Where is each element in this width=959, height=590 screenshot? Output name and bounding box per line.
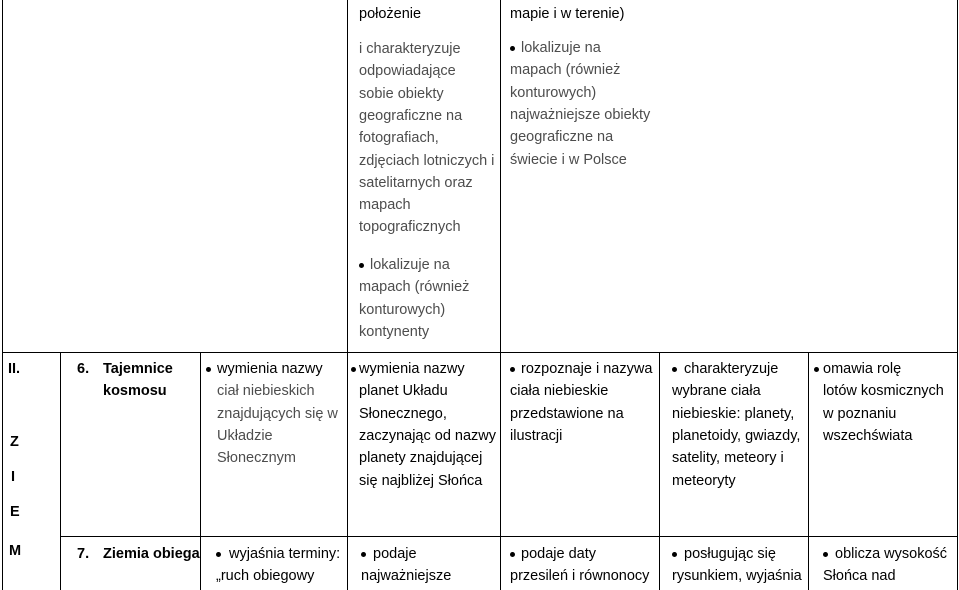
text-line: i charakteryzuje <box>359 41 461 57</box>
grid-line <box>200 352 201 590</box>
text-line: lotów kosmicznych <box>823 383 944 400</box>
text-line: Układzie <box>217 427 273 444</box>
text-line: satelitarnych oraz <box>359 174 473 191</box>
bullet-icon <box>672 367 677 372</box>
text-line: podaje <box>373 546 417 562</box>
text-line: fotografiach, <box>359 130 439 147</box>
text-line: lokalizuje na <box>370 257 450 273</box>
text-line: najważniejsze <box>361 568 452 585</box>
text-line: Słońca nad <box>823 568 896 585</box>
bullet-icon <box>814 367 819 372</box>
text-line: planet Układu <box>359 383 448 400</box>
text-line: lokalizuje na <box>521 40 601 56</box>
text-line: wyjaśnia terminy: <box>229 546 341 562</box>
section-letter: M <box>9 543 22 559</box>
text-line: planetoidy, gwiazdy, <box>672 427 801 444</box>
text-line: przesileń i równonocy <box>510 568 650 585</box>
grid-line <box>500 0 501 590</box>
text-line: odpowiadające <box>359 63 456 80</box>
text-line: meteoryty <box>672 472 736 489</box>
bullet-icon <box>351 367 356 372</box>
text-line: ilustracji <box>510 427 563 444</box>
text-line: w poznaniu <box>823 405 897 422</box>
text-line: zaczynając od nazwy <box>359 427 497 444</box>
topic-title: Ziemia obiega <box>103 546 200 562</box>
text-line: geograficzne na <box>510 129 614 146</box>
text-line: się najbliżej Słońca <box>359 472 483 489</box>
section-letter: I <box>11 469 16 485</box>
topic-title: Tajemnice <box>103 361 173 377</box>
topic-number: 7. <box>77 546 90 562</box>
text-line: topograficznych <box>359 219 461 236</box>
grid-line <box>347 0 348 590</box>
text-line: kontynenty <box>359 323 430 340</box>
text-line: mapach (również <box>359 279 470 296</box>
text-line: geograficzne na <box>359 107 463 124</box>
text-line: świecie i w Polsce <box>510 151 627 168</box>
grid-line <box>60 352 61 590</box>
section-letter: E <box>10 504 20 520</box>
text-line: ciała niebieskie <box>510 383 609 400</box>
grid-line <box>60 536 958 537</box>
text-line: Słonecznym <box>217 450 296 467</box>
grid-line <box>808 352 809 590</box>
text-line: niebieskie: planety, <box>672 405 795 422</box>
text-line: wymienia nazwy <box>359 361 465 377</box>
text-line: znajdujących się w <box>217 405 338 422</box>
bullet-icon <box>206 367 211 372</box>
text-line: najważniejsze obiekty <box>510 106 651 123</box>
text-line: ciał niebieskich <box>217 383 315 400</box>
bullet-icon <box>672 552 677 557</box>
text-line: rozpoznaje i nazywa <box>521 361 653 377</box>
text-line: omawia rolę <box>823 361 902 377</box>
text-line: konturowych) <box>359 301 446 318</box>
text-line: posługując się <box>684 546 776 562</box>
text-line: sobie obiekty <box>359 85 444 102</box>
text-line: zdjęciach lotniczych i <box>359 152 495 169</box>
text-line: oblicza wysokość <box>835 546 948 562</box>
text-line: mapach (również <box>510 62 621 79</box>
bullet-icon <box>823 552 828 557</box>
section-number: II. <box>8 361 21 377</box>
text-line: konturowych) <box>510 84 597 101</box>
section-letter: Z <box>10 434 19 450</box>
top-extended-line1: mapie i w terenie) <box>510 6 625 22</box>
text-line: rysunkiem, wyjaśnia <box>672 568 802 585</box>
bullet-icon <box>361 552 366 557</box>
text-line: podaje daty <box>521 546 596 562</box>
text-line: wymienia nazwy <box>217 361 323 377</box>
text-line: Słonecznego, <box>359 405 447 422</box>
topic-number: 6. <box>77 361 90 377</box>
topic-title: kosmosu <box>103 383 167 400</box>
text-line: mapach <box>359 197 411 214</box>
grid-line <box>957 0 958 590</box>
grid-line <box>659 352 660 590</box>
text-line: „ruch obiegowy <box>216 568 315 585</box>
text-line: przedstawione na <box>510 405 624 422</box>
grid-line <box>2 0 3 590</box>
text-line: planety znajdującej <box>359 450 483 467</box>
top-basic-line1: położenie <box>359 6 422 22</box>
text-line: satelity, meteory i <box>672 450 784 467</box>
text-line: charakteryzuje <box>684 361 779 377</box>
text-line: wybrane ciała <box>672 383 761 400</box>
grid-line <box>2 352 958 353</box>
bullet-icon <box>510 46 515 51</box>
bullet-icon <box>359 263 364 268</box>
text-line: wszechświata <box>823 427 913 444</box>
bullet-icon <box>216 552 221 557</box>
bullet-icon <box>510 367 515 372</box>
bullet-icon <box>510 552 515 557</box>
